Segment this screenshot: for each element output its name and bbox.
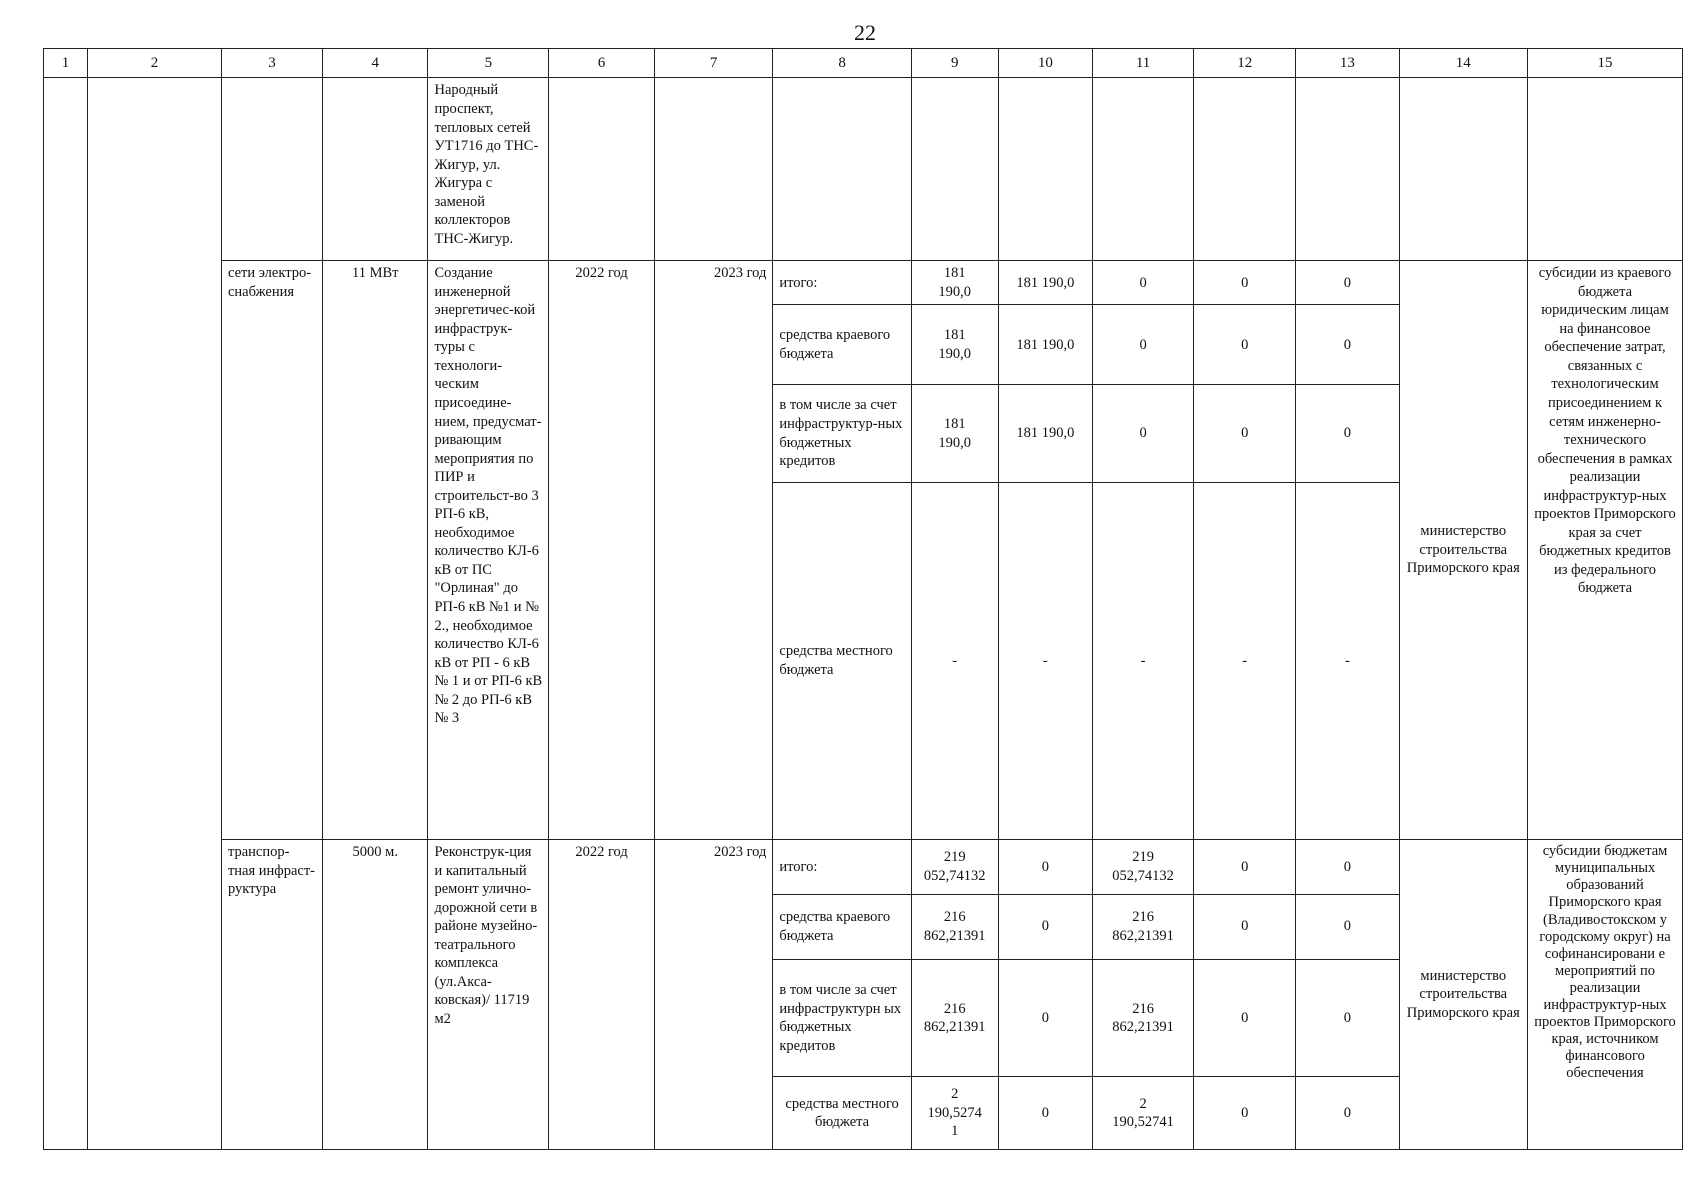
column-header: 8 bbox=[773, 49, 911, 78]
cell bbox=[998, 78, 1092, 261]
end-year: 2023 год bbox=[654, 261, 773, 840]
funding-label: итого: bbox=[773, 840, 911, 895]
value-cell: 0 bbox=[1296, 1077, 1399, 1150]
value-cell: - bbox=[998, 482, 1092, 839]
funding-label: в том числе за счет инфраструктурн ых бюджетных кредитов bbox=[773, 959, 911, 1077]
value-cell: 216 862,21391 bbox=[1093, 894, 1194, 959]
value-cell: 0 bbox=[1093, 305, 1194, 385]
funding-source: субсидии из краевого бюджета юридическим лицам на финансовое обеспечение затрат, связанных с технологическим присоединением к сетям инженерно-технического обеспечения в рамках реализации инфраструктур-ных проектов Приморского края за счет бюджетных кредитов из федерального бюджета bbox=[1528, 261, 1683, 840]
value-cell: 0 bbox=[998, 1077, 1092, 1150]
executor: министерство строительства Приморского края bbox=[1399, 840, 1528, 1150]
cell bbox=[1528, 78, 1683, 261]
table-row bbox=[44, 78, 1683, 261]
value-cell: 181 190,0 bbox=[911, 385, 998, 483]
value-cell: 0 bbox=[1194, 305, 1296, 385]
column-header: 3 bbox=[221, 49, 322, 78]
column-header: 2 bbox=[87, 49, 221, 78]
funding-label: средства краевого бюджета bbox=[773, 305, 911, 385]
column-header: 10 bbox=[998, 49, 1092, 78]
cell bbox=[323, 78, 428, 261]
value-cell: 181 190,0 bbox=[998, 305, 1092, 385]
value-cell: 216 862,21391 bbox=[911, 894, 998, 959]
value-cell: 0 bbox=[998, 959, 1092, 1077]
funding-label: итого: bbox=[773, 261, 911, 305]
cell bbox=[773, 78, 911, 261]
cell bbox=[44, 78, 88, 1150]
value-cell: - bbox=[1093, 482, 1194, 839]
value-cell: 0 bbox=[1194, 894, 1296, 959]
cell bbox=[911, 78, 998, 261]
infrastructure-type: транспор-тная инфраст-руктура bbox=[221, 840, 322, 1150]
page-number: 22 bbox=[854, 20, 876, 45]
value-cell: 181 190,0 bbox=[998, 385, 1092, 483]
value-cell: 216 862,21391 bbox=[1093, 959, 1194, 1077]
column-header: 5 bbox=[428, 49, 549, 78]
cell bbox=[87, 78, 221, 1150]
column-header: 6 bbox=[549, 49, 654, 78]
value-cell: 0 bbox=[1194, 261, 1296, 305]
funding-source: субсидии бюджетам муниципальных образований Приморского края (Владивостокском у городскому округ) на софинансировани е мероприятий по реализации инфраструктур-ных проектов Приморского края, источником финансового обеспечения bbox=[1528, 840, 1683, 1150]
start-year: 2022 год bbox=[549, 840, 654, 1150]
cell bbox=[221, 78, 322, 261]
value-cell: 219 052,74132 bbox=[911, 840, 998, 895]
value-cell: - bbox=[1194, 482, 1296, 839]
value-cell: 0 bbox=[1093, 261, 1194, 305]
value-cell: 0 bbox=[1194, 385, 1296, 483]
value-cell: 0 bbox=[1296, 261, 1399, 305]
funding-label: средства местного бюджета bbox=[773, 482, 911, 839]
project-description: Реконструк-ция и капитальный ремонт улично-дорожной сети в районе музейно-театрального комплекса (ул.Акса-ковская)/ 11719 м2 bbox=[428, 840, 549, 1150]
capacity: 11 МВт bbox=[323, 261, 428, 840]
value-cell: 0 bbox=[1296, 894, 1399, 959]
value-cell: 0 bbox=[1194, 1077, 1296, 1150]
end-year: 2023 год bbox=[654, 840, 773, 1150]
capacity: 5000 м. bbox=[323, 840, 428, 1150]
column-header: 12 bbox=[1194, 49, 1296, 78]
value-cell: - bbox=[1296, 482, 1399, 839]
value-cell: 0 bbox=[1296, 385, 1399, 483]
column-header: 9 bbox=[911, 49, 998, 78]
column-number-row bbox=[44, 49, 1683, 78]
cell bbox=[1093, 78, 1194, 261]
executor: министерство строительства Приморского края bbox=[1399, 261, 1528, 840]
cell bbox=[1296, 78, 1399, 261]
value-cell: 0 bbox=[1194, 840, 1296, 895]
value-cell: 2 190,52741 bbox=[1093, 1077, 1194, 1150]
column-header: 15 bbox=[1528, 49, 1683, 78]
value-cell: 181 190,0 bbox=[911, 305, 998, 385]
project-description: Создание инженерной энергетичес-кой инфраструк-туры с технологи-ческим присоедине-нием, предусмат-ривающим мероприятия по ПИР и строительст-во 3 РП-6 кВ, необходимое количество КЛ-6 кВ от ПС "Орлиная" до РП-6 кВ №1 и № 2., необходимое количество КЛ-6 кВ от РП - 6 кВ № 1 и от РП-6 кВ № 2 до РП-6 кВ № 3 bbox=[428, 261, 549, 840]
value-cell: 0 bbox=[998, 840, 1092, 895]
funding-label: средства краевого бюджета bbox=[773, 894, 911, 959]
value-cell: 0 bbox=[1194, 959, 1296, 1077]
value-cell: - bbox=[911, 482, 998, 839]
column-header: 4 bbox=[323, 49, 428, 78]
table-row bbox=[44, 840, 1683, 895]
value-cell: 0 bbox=[1093, 385, 1194, 483]
value-cell: 0 bbox=[1296, 840, 1399, 895]
funding-label: в том числе за счет инфраструктур-ных бюджетных кредитов bbox=[773, 385, 911, 483]
value-cell: 216 862,21391 bbox=[911, 959, 998, 1077]
infrastructure-type: сети электро-снабжения bbox=[221, 261, 322, 840]
column-header: 13 bbox=[1296, 49, 1399, 78]
project-description: Народный проспект, тепловых сетей УТ1716 до ТНС-Жигур, ул. Жигура с заменой коллекторов ТНС-Жигур. bbox=[428, 78, 549, 261]
cell bbox=[549, 78, 654, 261]
funding-label: средства местного бюджета bbox=[773, 1077, 911, 1150]
start-year: 2022 год bbox=[549, 261, 654, 840]
cell bbox=[1399, 78, 1528, 261]
table-row bbox=[44, 261, 1683, 305]
column-header: 1 bbox=[44, 49, 88, 78]
cell bbox=[1194, 78, 1296, 261]
investment-projects-table bbox=[43, 48, 1683, 1150]
value-cell: 181 190,0 bbox=[911, 261, 998, 305]
value-cell: 2 190,5274 1 bbox=[911, 1077, 998, 1150]
cell bbox=[654, 78, 773, 261]
value-cell: 219 052,74132 bbox=[1093, 840, 1194, 895]
value-cell: 0 bbox=[1296, 959, 1399, 1077]
value-cell: 181 190,0 bbox=[998, 261, 1092, 305]
column-header: 7 bbox=[654, 49, 773, 78]
column-header: 14 bbox=[1399, 49, 1528, 78]
value-cell: 0 bbox=[1296, 305, 1399, 385]
value-cell: 0 bbox=[998, 894, 1092, 959]
column-header: 11 bbox=[1093, 49, 1194, 78]
